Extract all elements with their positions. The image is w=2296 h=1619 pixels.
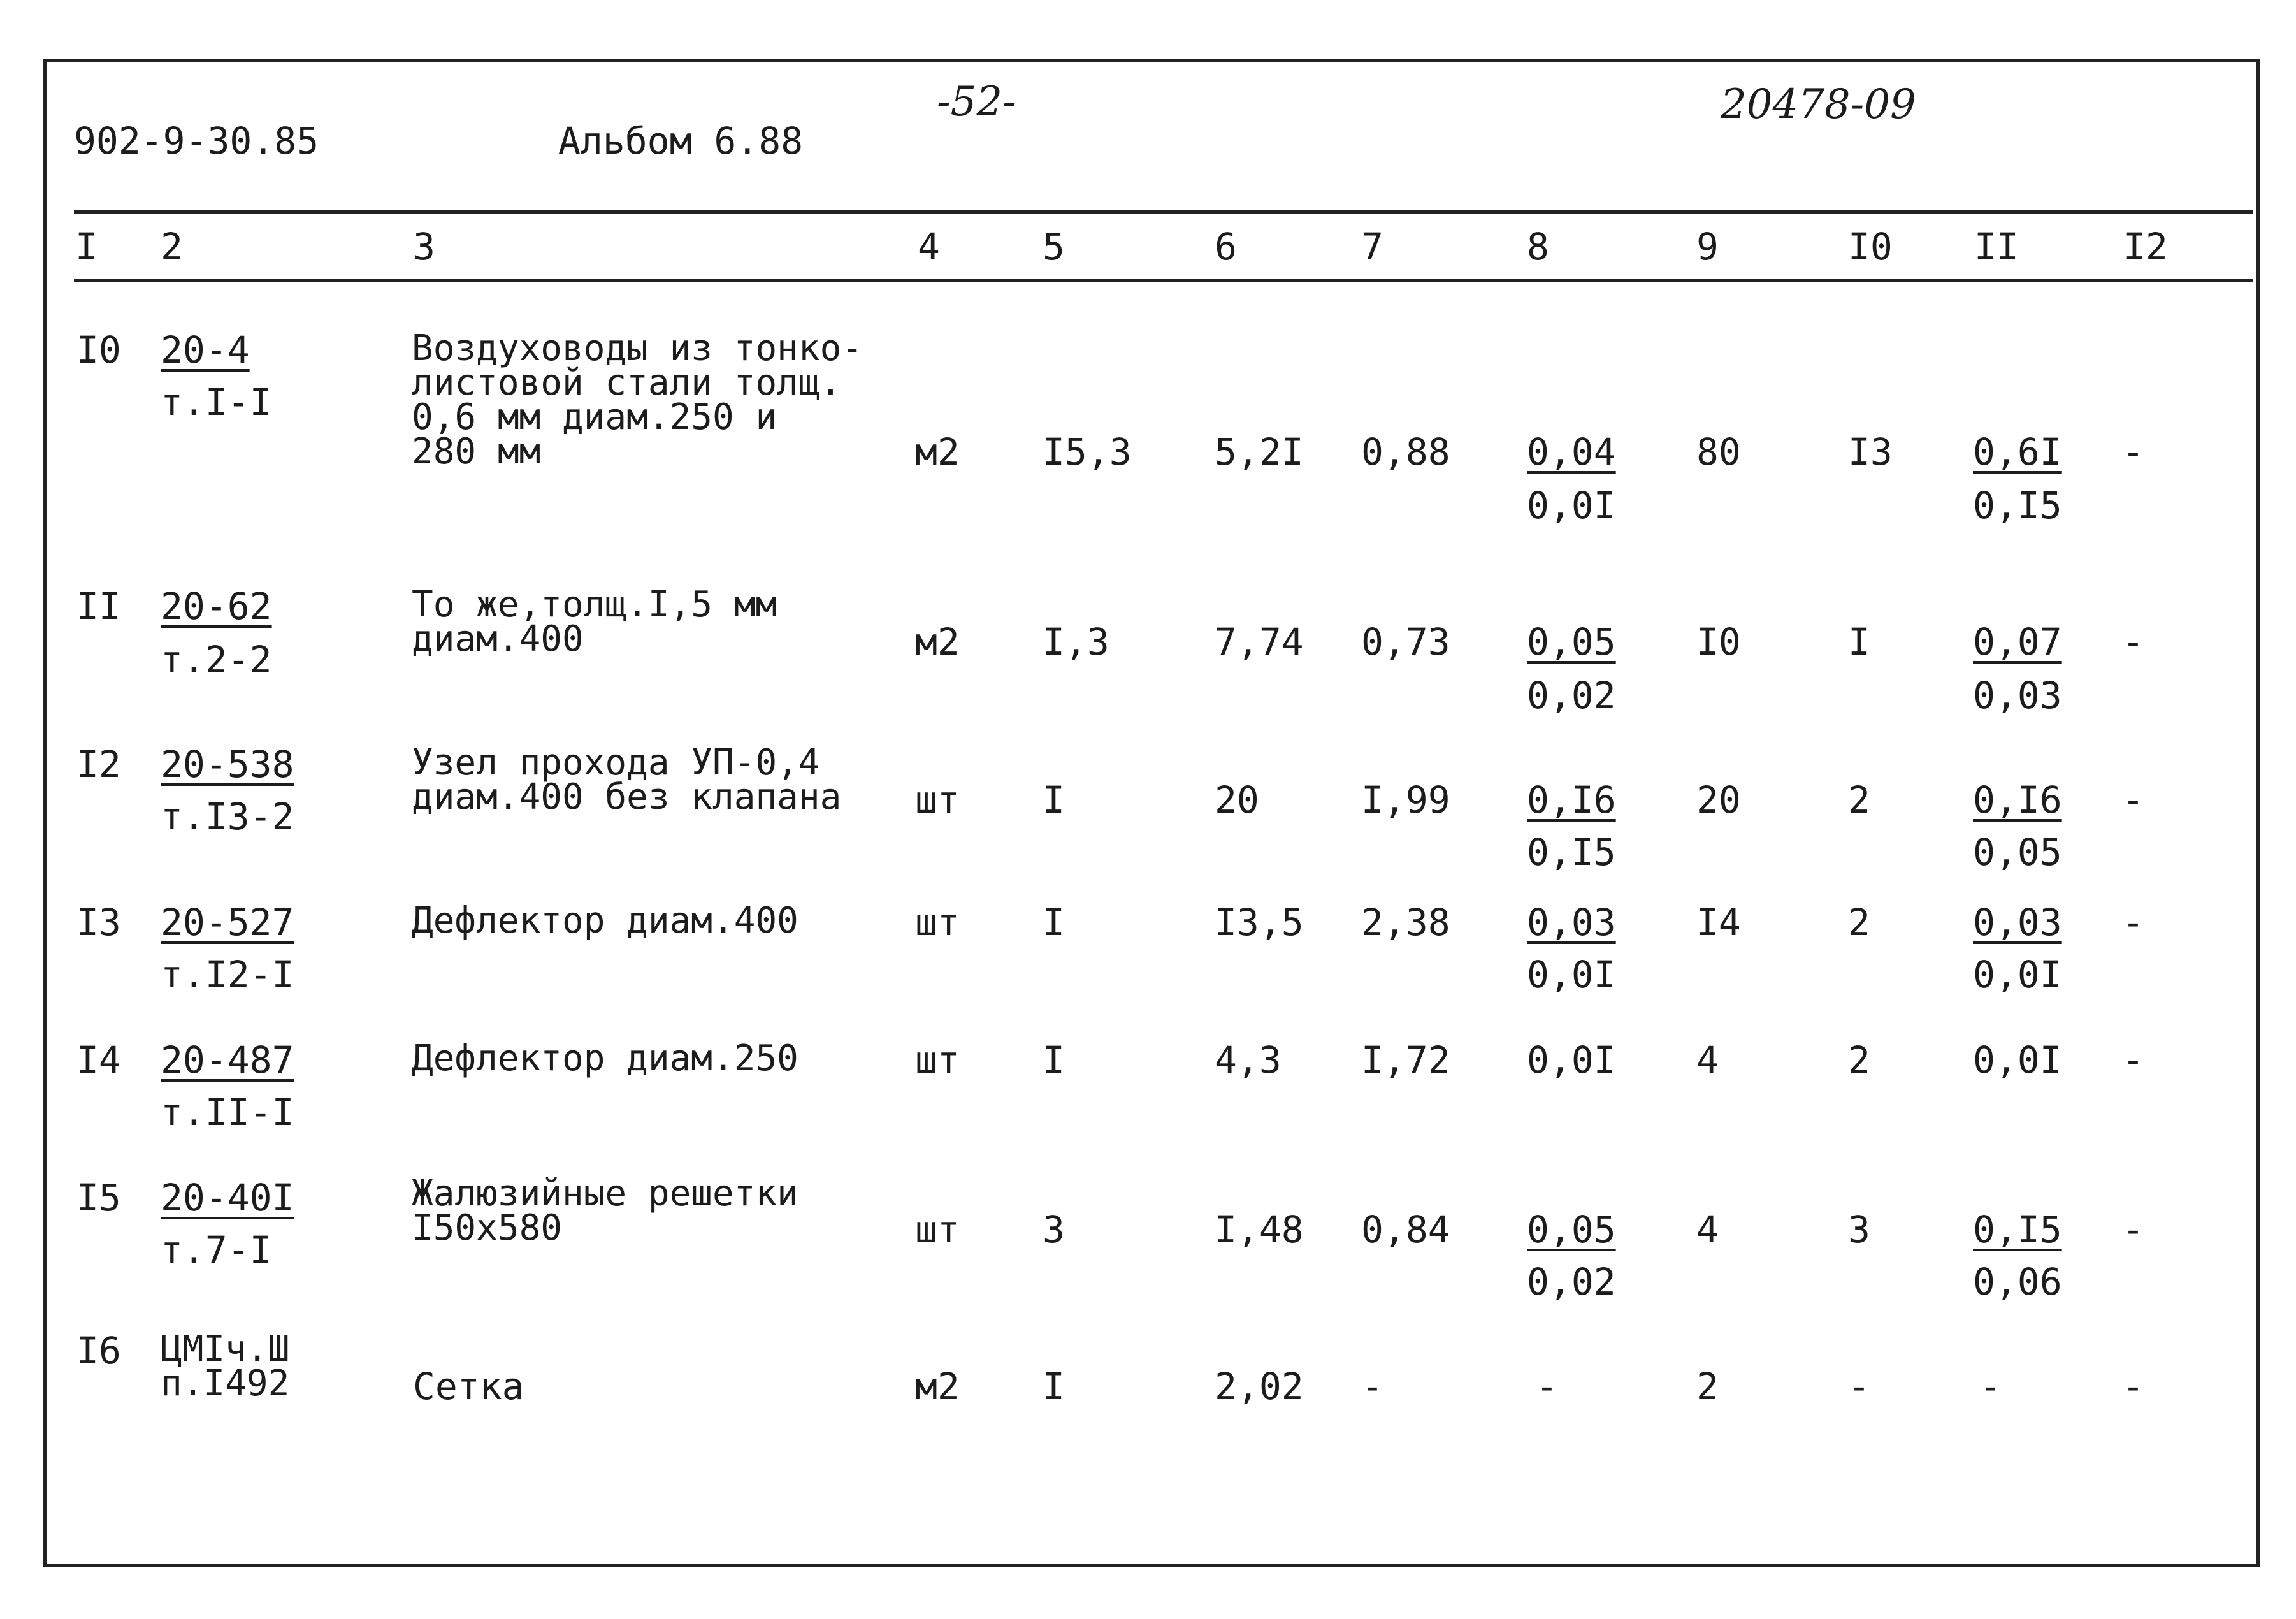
quantity: I: [1043, 1365, 1065, 1408]
col12-value: -: [2122, 778, 2144, 822]
col8-numerator: 0,03: [1527, 901, 1616, 944]
norm-code: ЦМIч.Ш: [161, 1328, 290, 1370]
col6-value: I,48: [1215, 1208, 1304, 1251]
column-header-9: 9: [1696, 225, 1719, 268]
column-header-5: 5: [1043, 225, 1065, 268]
norm-table-ref: т.7-I: [161, 1228, 272, 1272]
col9-value: I4: [1696, 901, 1741, 944]
col8-denominator: 0,I5: [1527, 831, 1616, 874]
col10-value: 2: [1848, 778, 1870, 822]
col12-value: -: [2122, 1038, 2144, 1082]
unit: шт: [915, 778, 960, 822]
col9-value: 4: [1696, 1038, 1719, 1082]
norm-table-ref: т.II-I: [161, 1091, 294, 1134]
column-header-11: II: [1974, 225, 2019, 268]
col8-denominator: 0,0I: [1527, 953, 1616, 996]
col11-denominator: 0,06: [1973, 1260, 2062, 1303]
quantity: I: [1043, 1038, 1065, 1082]
col10-value: 2: [1848, 1038, 1870, 1082]
col12-value: -: [2122, 430, 2144, 474]
norm-table-ref: т.I3-2: [161, 795, 294, 838]
col8-denominator: 0,02: [1527, 674, 1616, 717]
norm-table-ref: т.2-2: [161, 638, 272, 681]
column-header-7: 7: [1361, 225, 1383, 268]
col8-numerator: 0,I6: [1527, 778, 1616, 822]
row-number: I6: [76, 1329, 121, 1372]
col8-value: -: [1536, 1365, 1558, 1408]
description-line: То же,толщ.I,5 мм: [412, 584, 777, 625]
col10-value: I3: [1848, 430, 1893, 474]
norm-table-ref: т.I-I: [161, 381, 272, 424]
col10-value: I: [1848, 620, 1870, 664]
description-line: 280 мм: [412, 431, 541, 472]
description-line: Узел прохода УП-0,4: [412, 742, 820, 783]
col7-value: I,72: [1361, 1038, 1450, 1082]
album-number: Альбом 6.88: [558, 119, 804, 163]
row-number: I4: [76, 1038, 121, 1082]
col6-value: 4,3: [1215, 1038, 1282, 1082]
norm-code: 20-62: [161, 584, 272, 628]
col10-value: 3: [1848, 1208, 1870, 1251]
col6-value: 7,74: [1215, 620, 1304, 664]
col8-denominator: 0,0I: [1527, 484, 1616, 527]
col10-value: -: [1848, 1365, 1870, 1408]
norm-code: 20-4: [161, 328, 250, 372]
unit: м2: [915, 1365, 960, 1408]
col9-value: I0: [1696, 620, 1741, 664]
quantity: I: [1043, 778, 1065, 822]
col8-denominator: 0,02: [1527, 1260, 1616, 1303]
col9-value: 20: [1696, 778, 1741, 822]
unit: шт: [915, 1038, 960, 1082]
column-header-12: I2: [2123, 225, 2168, 268]
col11-numerator: 0,03: [1973, 901, 2062, 944]
col12-value: -: [2122, 901, 2144, 944]
norm-code: 20-40I: [161, 1176, 294, 1219]
document-frame: [43, 59, 2260, 1567]
col11-denominator: 0,I5: [1973, 484, 2062, 527]
row-number: I3: [76, 901, 121, 944]
col8-numerator: 0,05: [1527, 1208, 1616, 1251]
quantity: I,3: [1043, 620, 1109, 664]
norm-code: 20-527: [161, 901, 294, 944]
col8-numerator: 0,04: [1527, 430, 1616, 474]
row-number: I2: [76, 743, 121, 786]
description-line: I50х580: [412, 1207, 563, 1249]
col6-value: I3,5: [1215, 901, 1304, 944]
col11-numerator: 0,I6: [1973, 778, 2062, 822]
column-header-10: I0: [1848, 225, 1893, 268]
column-header-1: I: [75, 225, 97, 268]
column-header-4: 4: [918, 225, 940, 268]
row-number: II: [76, 584, 121, 628]
description-line: 0,6 мм диам.250 и: [412, 396, 777, 438]
description-line: диам.400 без клапана: [412, 776, 842, 818]
row-number: I5: [76, 1176, 121, 1219]
col11-numerator: 0,07: [1973, 620, 2062, 664]
norm-table-ref: п.I492: [161, 1363, 290, 1404]
page-number: -52-: [937, 78, 1016, 126]
quantity: I: [1043, 901, 1065, 944]
col12-value: -: [2122, 620, 2144, 664]
col12-value: -: [2122, 1365, 2144, 1408]
col11-denominator: 0,05: [1973, 831, 2062, 874]
norm-code: 20-538: [161, 743, 294, 786]
col7-value: I,99: [1361, 778, 1450, 822]
document-code: 902-9-30.85: [74, 119, 319, 163]
col9-value: 4: [1696, 1208, 1719, 1251]
col6-value: 2,02: [1215, 1365, 1304, 1408]
description-line: Воздуховоды из тонко-: [412, 328, 863, 369]
description-line: Сетка: [413, 1365, 524, 1408]
col6-value: 5,2I: [1215, 430, 1304, 474]
description-line: листовой стали толщ.: [412, 362, 842, 403]
row-number: I0: [76, 328, 121, 372]
description-line: диам.400: [412, 618, 584, 660]
sheet-id: 20478-09: [1721, 81, 1916, 128]
column-header-2: 2: [161, 225, 183, 268]
col11-value: 0,0I: [1973, 1038, 2062, 1082]
col8-value: 0,0I: [1527, 1038, 1616, 1082]
col9-value: 2: [1696, 1365, 1719, 1408]
col7-value: 0,88: [1361, 430, 1450, 474]
norm-table-ref: т.I2-I: [161, 953, 294, 996]
header-top-rule: [74, 210, 2253, 214]
col11-value: -: [1979, 1365, 2002, 1408]
quantity: I5,3: [1043, 430, 1132, 474]
description-line: Дефлектор диам.400: [412, 900, 798, 941]
column-header-8: 8: [1527, 225, 1549, 268]
column-header-3: 3: [413, 225, 435, 268]
col11-numerator: 0,I5: [1973, 1208, 2062, 1251]
col9-value: 80: [1696, 430, 1741, 474]
column-header-6: 6: [1215, 225, 1237, 268]
col7-value: -: [1361, 1365, 1383, 1408]
unit: шт: [915, 901, 960, 944]
col11-numerator: 0,6I: [1973, 430, 2062, 474]
col11-denominator: 0,03: [1973, 674, 2062, 717]
col10-value: 2: [1848, 901, 1870, 944]
col7-value: 0,84: [1361, 1208, 1450, 1251]
description-line: Дефлектор диам.250: [412, 1038, 798, 1079]
col7-value: 2,38: [1361, 901, 1450, 944]
header-bottom-rule: [74, 279, 2253, 282]
col7-value: 0,73: [1361, 620, 1450, 664]
col8-numerator: 0,05: [1527, 620, 1616, 664]
description-line: Жалюзийные решетки: [412, 1173, 798, 1214]
unit: м2: [915, 430, 960, 474]
col11-denominator: 0,0I: [1973, 953, 2062, 996]
col12-value: -: [2122, 1208, 2144, 1251]
unit: м2: [915, 620, 960, 664]
unit: шт: [915, 1208, 960, 1251]
norm-code: 20-487: [161, 1038, 294, 1082]
col6-value: 20: [1215, 778, 1259, 822]
quantity: 3: [1043, 1208, 1065, 1251]
